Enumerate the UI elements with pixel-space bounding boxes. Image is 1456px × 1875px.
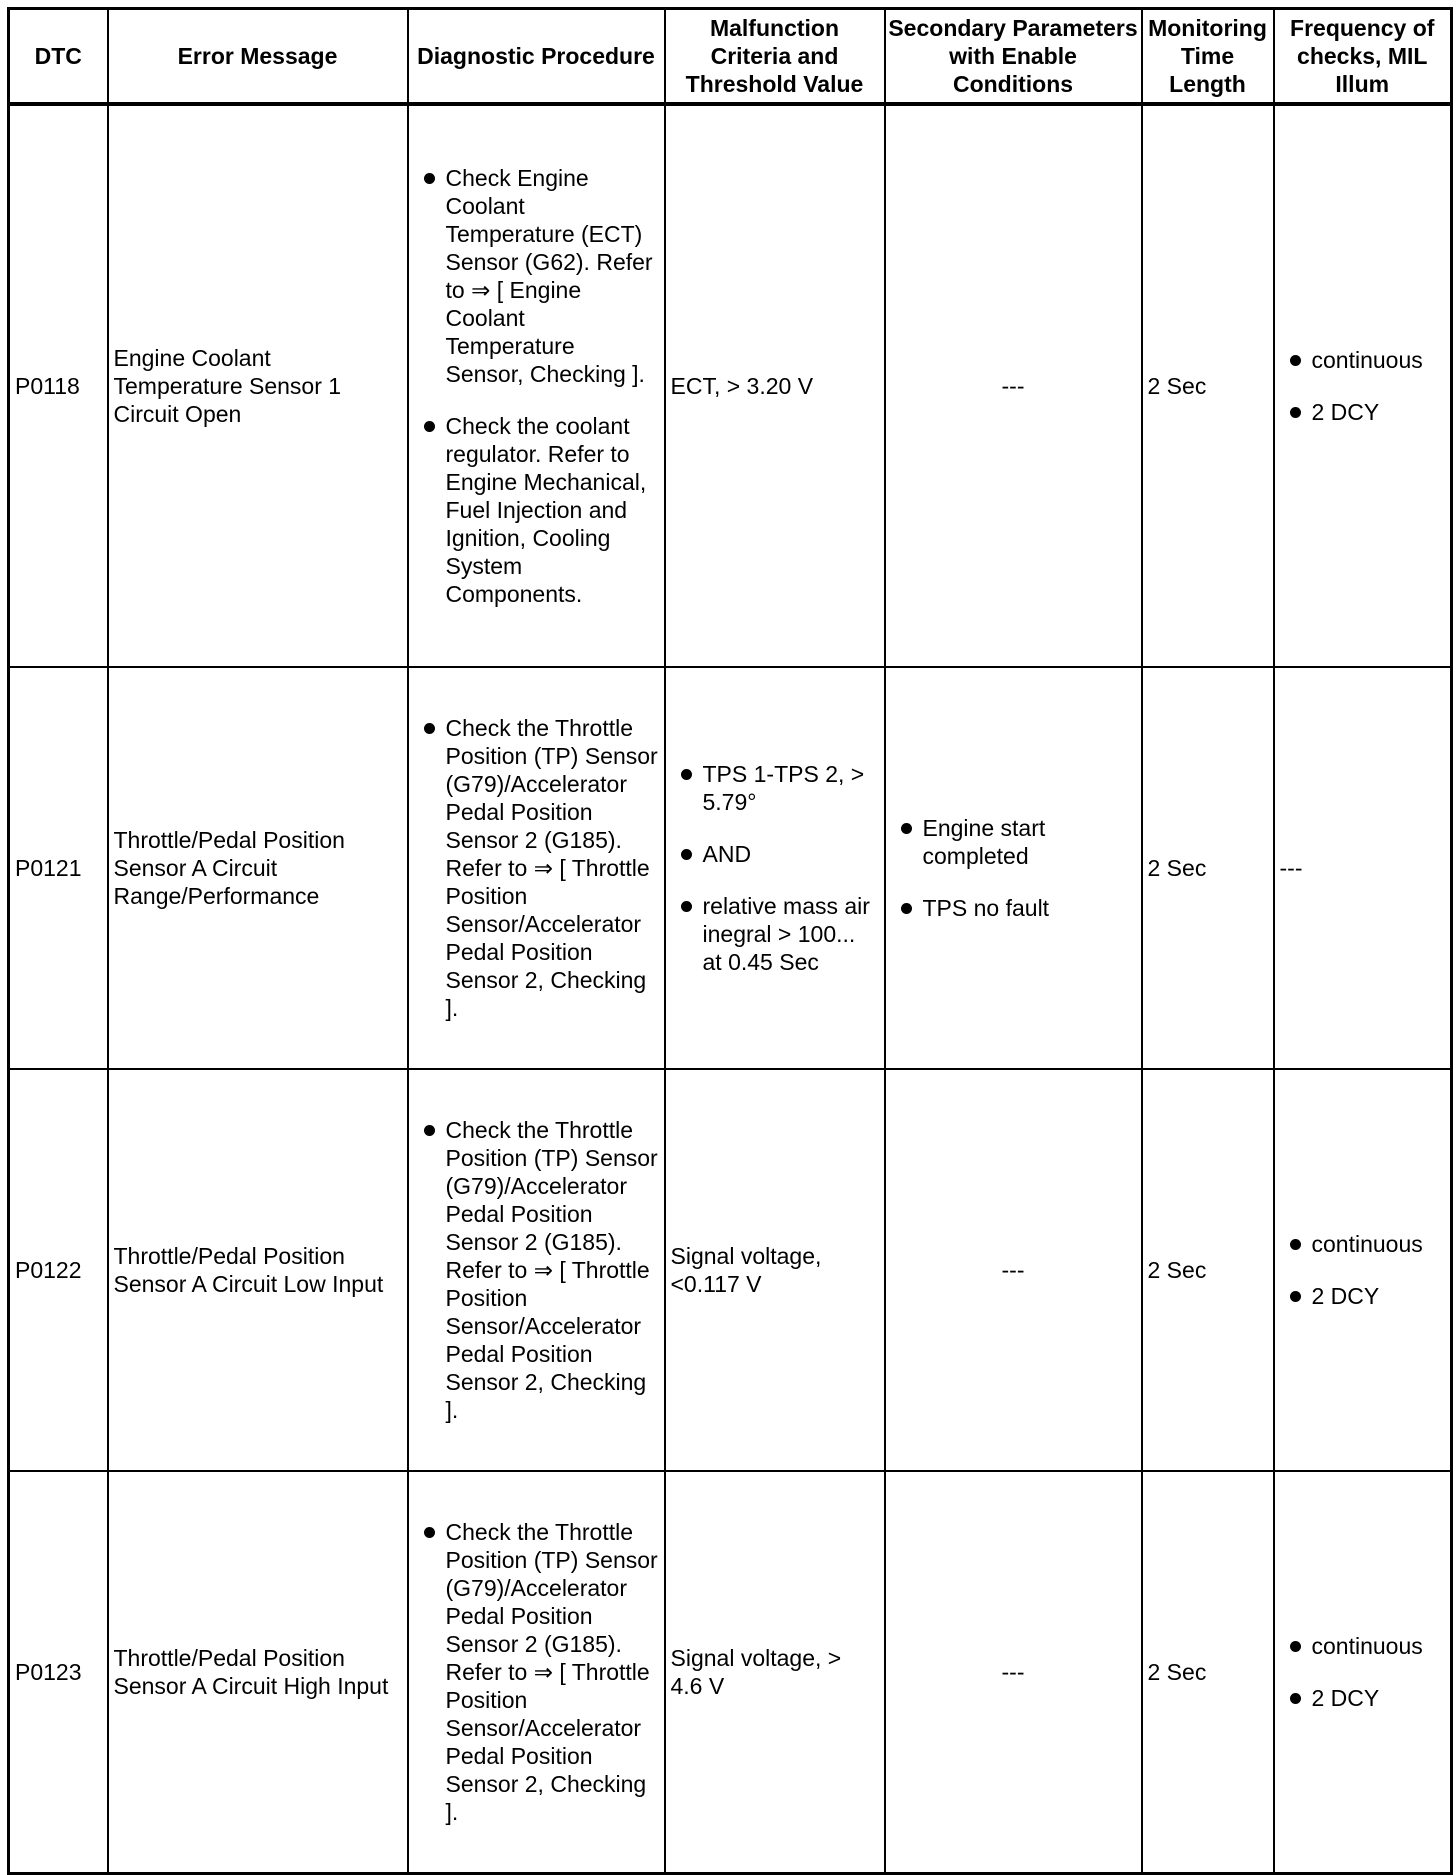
frequency-item: 2 DCY [1280, 398, 1446, 426]
frequency-item: continuous [1280, 1632, 1446, 1660]
diagnostic-procedure [408, 1471, 665, 1873]
frequency [1274, 1471, 1452, 1873]
malfunction-criteria [665, 667, 885, 1069]
procedure-step: Check the Throttle Position (TP) Sensor (G79)/Accelerator Pedal Position Sensor 2 (G185). Refer to ⇒ [ Throttle Position Sensor/Accelerator Pedal Position Sensor 2, Checking ]. [414, 714, 659, 1022]
dtc-code: P0121 [9, 667, 108, 1069]
header-monitoring-time: Monitoring Time Length [1142, 9, 1274, 105]
header-error-message: Error Message [108, 9, 408, 105]
frequency [1274, 104, 1452, 667]
malfunction-criteria: ECT, > 3.20 V [665, 104, 885, 667]
frequency-item: 2 DCY [1280, 1282, 1446, 1310]
malfunction-item: AND [671, 840, 879, 868]
procedure-step: Check Engine Coolant Temperature (ECT) Sensor (G62). Refer to ⇒ [ Engine Coolant Temperature Sensor, Checking ]. [414, 164, 659, 388]
frequency-item: continuous [1280, 346, 1446, 374]
table-row [9, 1069, 1452, 1471]
diagnostic-procedure [408, 104, 665, 667]
header-frequency: Frequency of checks, MIL Illum [1274, 9, 1452, 105]
secondary-item: TPS no fault [891, 894, 1136, 922]
frequency-item: 2 DCY [1280, 1684, 1446, 1712]
frequency-item: continuous [1280, 1230, 1446, 1258]
error-message: Engine Coolant Temperature Sensor 1 Circuit Open [108, 104, 408, 667]
dtc-code: P0118 [9, 104, 108, 667]
malfunction-criteria: Signal voltage, > 4.6 V [665, 1471, 885, 1873]
monitoring-time: 2 Sec [1142, 1069, 1274, 1471]
header-dtc: DTC [9, 9, 108, 105]
header-malfunction-criteria: Malfunction Criteria and Threshold Value [665, 9, 885, 105]
procedure-step: Check the Throttle Position (TP) Sensor (G79)/Accelerator Pedal Position Sensor 2 (G185). Refer to ⇒ [ Throttle Position Sensor/Accelerator Pedal Position Sensor 2, Checking ]. [414, 1518, 659, 1826]
diagnostic-procedure [408, 1069, 665, 1471]
frequency: --- [1274, 667, 1452, 1069]
error-message: Throttle/Pedal Position Sensor A Circuit Low Input [108, 1069, 408, 1471]
table-row [9, 1471, 1452, 1873]
monitoring-time: 2 Sec [1142, 667, 1274, 1069]
header-secondary-parameters: Secondary Parameters with Enable Conditions [885, 9, 1142, 105]
procedure-step: Check the Throttle Position (TP) Sensor (G79)/Accelerator Pedal Position Sensor 2 (G185). Refer to ⇒ [ Throttle Position Sensor/Accelerator Pedal Position Sensor 2, Checking ]. [414, 1116, 659, 1424]
error-message: Throttle/Pedal Position Sensor A Circuit Range/Performance [108, 667, 408, 1069]
secondary-parameters: --- [885, 104, 1142, 667]
table-row [9, 667, 1452, 1069]
monitoring-time: 2 Sec [1142, 104, 1274, 667]
monitoring-time: 2 Sec [1142, 1471, 1274, 1873]
frequency [1274, 1069, 1452, 1471]
procedure-step: Check the coolant regulator. Refer to Engine Mechanical, Fuel Injection and Ignition, Cooling System Components. [414, 412, 659, 608]
secondary-parameters: --- [885, 1069, 1142, 1471]
malfunction-item: TPS 1-TPS 2, > 5.79° [671, 760, 879, 816]
table-header-row [9, 9, 1452, 105]
error-message: Throttle/Pedal Position Sensor A Circuit High Input [108, 1471, 408, 1873]
malfunction-criteria: Signal voltage, <0.117 V [665, 1069, 885, 1471]
diagnostic-procedure [408, 667, 665, 1069]
malfunction-item: relative mass air inegral > 100... at 0.45 Sec [671, 892, 879, 976]
table-row [9, 104, 1452, 667]
dtc-code: P0123 [9, 1471, 108, 1873]
secondary-item: Engine start completed [891, 814, 1136, 870]
dtc-code: P0122 [9, 1069, 108, 1471]
secondary-parameters [885, 667, 1142, 1069]
dtc-table [7, 7, 1453, 1875]
secondary-parameters: --- [885, 1471, 1142, 1873]
header-diagnostic-procedure: Diagnostic Procedure [408, 9, 665, 105]
